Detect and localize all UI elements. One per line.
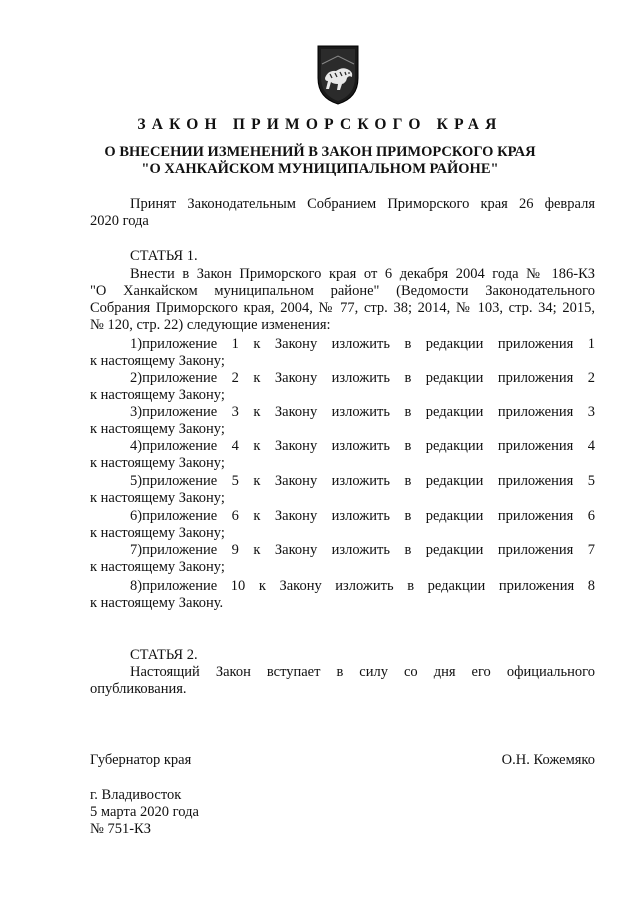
article-1-text: Внести в Закон Приморского края от 6 декабря 2004 года № 186-КЗ (130, 266, 595, 282)
article-2-heading: СТАТЬЯ 2. (130, 647, 198, 663)
amendment-item: к настоящему Закону; (90, 387, 225, 403)
amendment-item: 5)приложение 5 к Закону изложить в редакции приложения 5 (130, 473, 595, 489)
law-number: № 751-КЗ (90, 821, 151, 837)
subtitle-line: О ВНЕСЕНИИ ИЗМЕНЕНИЙ В ЗАКОН ПРИМОРСКОГО КРАЯ (104, 144, 536, 160)
amendment-item: к настоящему Закону; (90, 559, 225, 575)
signing-date: 5 марта 2020 года (90, 804, 199, 820)
amendment-item: 1)приложение 1 к Закону изложить в редакции приложения 1 (130, 336, 595, 352)
amendment-item: 7)приложение 9 к Закону изложить в редакции приложения 7 (130, 542, 595, 558)
article-1-text: "О Ханкайском муниципальном районе" (Ведомости Законодательного (90, 283, 595, 299)
law-title: ЗАКОН ПРИМОРСКОГО КРАЯ (137, 116, 503, 133)
subtitle-line: "О ХАНКАЙСКОМ МУНИЦИПАЛЬНОМ РАЙОНЕ" (141, 161, 499, 177)
article-1-heading: СТАТЬЯ 1. (130, 248, 198, 264)
article-2-text: опубликования. (90, 681, 187, 697)
law-subtitle (0, 144, 640, 178)
amendment-item: к настоящему Закону; (90, 525, 225, 541)
adoption-line: Принят Законодательным Собранием Приморского края 26 февраля (130, 196, 595, 212)
coat-of-arms-icon (316, 44, 360, 106)
article-1-text: № 120, стр. 22) следующие изменения: (90, 317, 331, 333)
amendment-item: 3)приложение 3 к Закону изложить в редакции приложения 3 (130, 404, 595, 420)
amendment-item: к настоящему Закону; (90, 353, 225, 369)
amendment-item: 8)приложение 10 к Закону изложить в редакции приложения 8 (130, 578, 595, 594)
adoption-line: 2020 года (90, 213, 149, 229)
place-of-signing: г. Владивосток (90, 787, 182, 803)
signatory-name: О.Н. Кожемяко (501, 752, 595, 768)
article-1-text: Собрания Приморского края, 2004, № 77, стр. 38; 2014, № 103, стр. 34; 2015, (90, 300, 595, 316)
amendment-item: к настоящему Закону. (90, 595, 224, 611)
amendment-item: 6)приложение 6 к Закону изложить в редакции приложения 6 (130, 508, 595, 524)
amendment-item: к настоящему Закону; (90, 455, 225, 471)
article-2-text: Настоящий Закон вступает в силу со дня его официального (130, 664, 595, 680)
amendment-item: к настоящему Закону; (90, 490, 225, 506)
amendment-item: 4)приложение 4 к Закону изложить в редакции приложения 4 (130, 438, 595, 454)
amendment-item: к настоящему Закону; (90, 421, 225, 437)
signatory-position: Губернатор края (90, 752, 192, 768)
amendment-item: 2)приложение 2 к Закону изложить в редакции приложения 2 (130, 370, 595, 386)
